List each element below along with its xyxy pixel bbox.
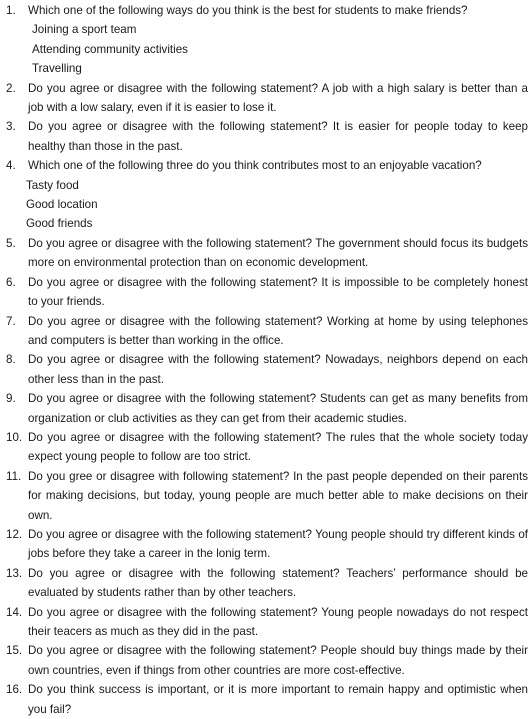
question-text: Do you agree or disagree with the following statement? The government should focus its budgets more on environmental protection than on economic development. — [28, 236, 528, 270]
question-10 — [6, 428, 528, 467]
question-1-options — [6, 20, 528, 78]
question-text: Do you agree or disagree with the following statement? Nowadays, neighbors depend on each other less than in the past. — [28, 353, 528, 386]
question-number: 13. — [6, 566, 23, 580]
question-number: 6. — [6, 275, 16, 289]
question-number: 15. — [6, 644, 23, 658]
question-1 — [6, 1, 528, 20]
question-2 — [6, 79, 528, 118]
question-text: Do you agree or disagree with the following statement? It is easier for people today to keep healthy than those in the past. — [28, 120, 528, 153]
question-7 — [6, 312, 528, 351]
question-text: Do you think success is important, or it is more important to remain happy and optimistic when you fail? — [28, 683, 528, 716]
option-item: Good friends — [26, 217, 93, 231]
option-item: Joining a sport team — [32, 23, 137, 37]
question-12 — [6, 525, 528, 564]
question-8 — [6, 350, 528, 389]
question-number: 11. — [6, 469, 22, 483]
question-13 — [6, 564, 528, 603]
question-5 — [6, 234, 528, 273]
question-number: 8. — [6, 353, 16, 367]
question-4-options — [6, 176, 528, 234]
question-text: Which one of the following ways do you think is the best for students to make friends? — [28, 4, 468, 17]
question-number: 2. — [6, 81, 16, 95]
question-text: Which one of the following three do you think contributes most to an enjoyable vacation? — [28, 159, 482, 173]
question-text: Do you agree or disagree with the following statement? It is impossible to be completely honest to your friends. — [28, 275, 528, 309]
option-item: Travelling — [32, 62, 82, 76]
question-11 — [6, 467, 528, 525]
question-text: Do you agree or disagree with the following statement? Young people should try different kinds of jobs before they take a career in the lonig term. — [28, 527, 528, 561]
option-item: Attending community activities — [32, 42, 188, 56]
question-text: Do you agree or disagree with the following statement? A job with a high salary is better than a job with a low salary, even if it is easier to lose it. — [28, 81, 528, 115]
question-number: 3. — [6, 120, 16, 134]
question-number: 10. — [6, 430, 23, 444]
question-number: 5. — [6, 236, 16, 250]
question-number: 7. — [6, 314, 16, 328]
question-text: Do you agree or disagree with the following statement? The rules that the whole society today expect young people to follow are too strict. — [28, 430, 528, 464]
question-text: Do you gree or disagree with following statement? In the past people depended on their parents for making decisions, but today, young people are much better able to make decisions on their own. — [28, 469, 528, 522]
question-3 — [6, 117, 528, 156]
question-number: 12. — [6, 527, 23, 541]
question-16 — [6, 680, 528, 719]
question-number: 9. — [6, 392, 16, 406]
option-item: Tasty food — [26, 178, 79, 192]
question-text: Do you agree or disagree with the following statement? Students can get as many benefits from organization or club activities as they can get from their academic studies. — [28, 392, 528, 425]
question-number: 4. — [6, 159, 16, 173]
question-6 — [6, 273, 528, 312]
question-text: Do you agree or disagree with the following statement? People should buy things made by their own countries, even if things from other countries are more cost-effective. — [28, 644, 528, 677]
question-number: 14. — [6, 605, 23, 619]
question-text: Do you agree or disagree with the following statement? Young people nowadays do not respect their teacers as much as they did in the past. — [28, 605, 528, 638]
question-number: 1. — [6, 4, 16, 17]
question-text: Do you agree or disagree with the following statement? Working at home by using telephones and computers is better than working in the office. — [28, 314, 528, 347]
question-4 — [6, 156, 528, 175]
question-14 — [6, 603, 528, 642]
question-15 — [6, 641, 528, 680]
question-9 — [6, 389, 528, 428]
option-item: Good location — [26, 198, 98, 212]
question-number: 16. — [6, 683, 23, 697]
question-text: Do you agree or disagree with the following statement? Teachers’ performance should be evaluated by students rather than by other teachers. — [28, 566, 528, 600]
